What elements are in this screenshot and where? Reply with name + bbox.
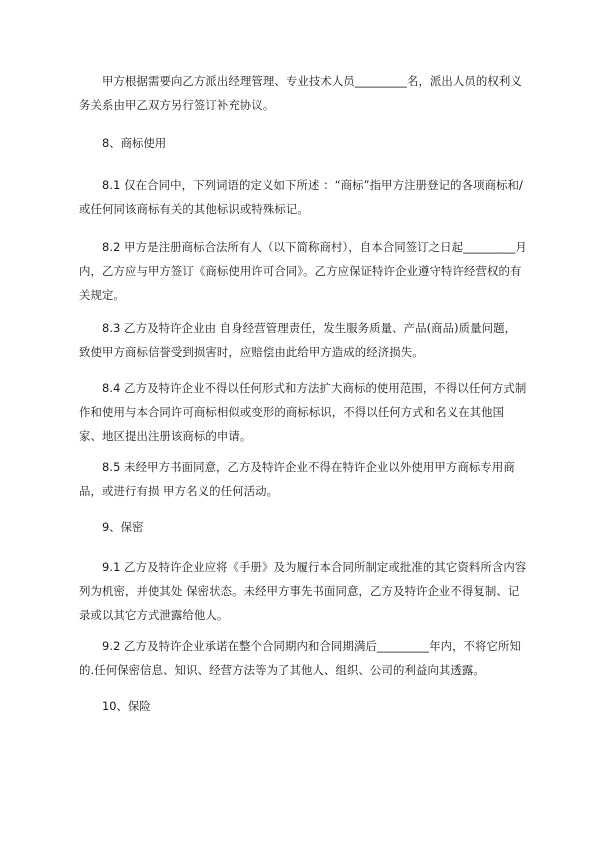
clause-8-4: 8.4 乙方及特许企业不得以任何形式和方法扩大商标的使用范围，不得以任何方式制作和使用与本合同许可商标相似或变形的商标标识，不得以任何方式和名义在其他国家、地区提出注册该商标的申请。 — [79, 381, 527, 443]
paragraph-dispatch-personnel: 甲方根据需要向乙方派出经理管理、专业技术人员_________名，派出人员的权利义务关系由甲乙双方另行签订补充协议。 — [79, 74, 522, 112]
clause-8-1: 8.1 仅在合同中，下列词语的定义如下所述 ：“商标”指甲方注册登记的各项商标和/或任何同该商标有关的其他标识或特殊标记。 — [79, 178, 523, 216]
section-heading-9: 9、保密 — [102, 520, 144, 534]
clause-8-5: 8.5 未经甲方书面同意，乙方及特许企业不得在特许企业以外使用甲方商标专用商品，或进行有损 甲方名义的任何活动。 — [79, 460, 515, 498]
section-heading-8: 8、商标使用 — [102, 136, 167, 150]
clause-8-2: 8.2 甲方是注册商标合法所有人（以下简称商村），自本合同签订之日起_________月内，乙方应与甲方签订《商标使用许可合同》。乙方应保证特许企业遵守特许经营权的有关规定。 — [79, 240, 527, 302]
clause-9-2: 9.2 乙方及特许企业承诺在整个合同期内和合同期满后_________年内，不将它所知的.任何保密信息、知识、经营方法等为了其他人、组织、公司的利益向其透露。 — [79, 639, 522, 677]
clause-9-1: 9.1 乙方及特许企业应将《手册》及为履行本合同所制定或批准的其它资料所含内容列为机密，并使其处 保密状态。未经甲方事先书面同意，乙方及特许企业不得复制、记录或以其它方式泄露给他人。 — [79, 560, 527, 622]
clause-8-3: 8.3 乙方及特许企业由 自身经营管理责任，发生服务质量、产品(商品)质量问题，致使甲方商标信誉受到损害时，应赔偿由此给甲方造成的经济损失。 — [79, 321, 517, 359]
section-heading-10: 10、保险 — [102, 699, 151, 713]
